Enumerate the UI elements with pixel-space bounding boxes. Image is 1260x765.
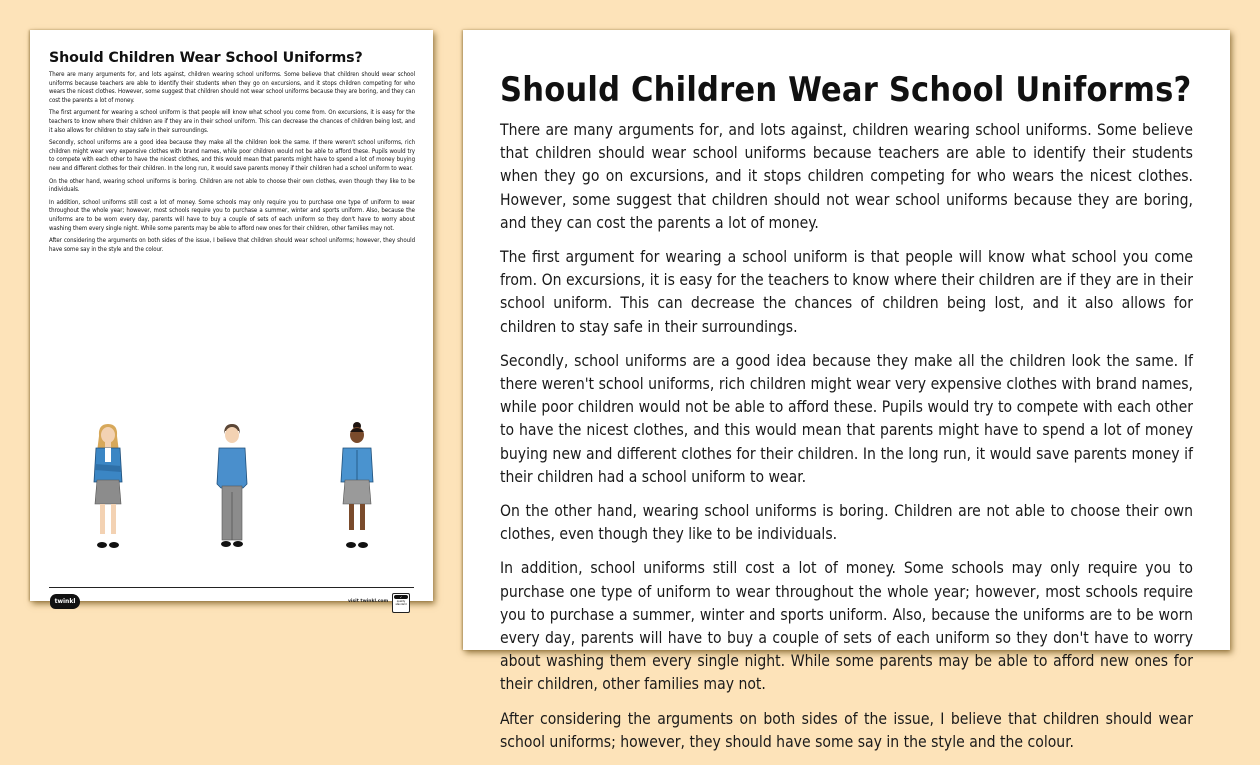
footer-divider [49,587,414,588]
paragraph-conclusion: After considering the arguments on both sides of the issue, I believe that children should wear school uniforms; however, they should have some say in the style and the colour. [500,709,1193,751]
girl-cardigan-illustration [337,422,377,552]
paragraph-argument-2: Secondly, school uniforms are a good idea because they make all the children look the same. If there weren't school uniforms, rich children might wear very expensive clothes with brand names, while poor children would not be able to afford these. Pupils would try to compete with each other to have the nicest clothes, and this would mean that parents might have to spend a lot of money buying new and different clothes for their children. In the long run, it would save parents money if their children had a school uniform to wear. [500,351,1193,486]
thumbnail-paragraph: The first argument for wearing a school uniform is that people will know what school you come from. On excursions, it is easy for the teachers to know where their children are if they are in their school uniform. This can decrease the chances of children being lost, and it also allows for children to stay safe in their surroundings. [49,109,415,134]
badge-text: quality standard [395,600,407,606]
sweater [217,448,247,488]
paragraph-counter-2: In addition, school uniforms still cost a lot of money. Some schools may only require you to purchase one type of uniform to wear throughout the whole year; however, most schools require you to purchase a summer, winter and sports uniform. Also, because the uniforms are to be worn every day, parents will have to buy a couple of sets of each uniform so they don't have to worry about washing them every single night. While some parents may be able to afford new ones for their children, other families may not. [500,559,1193,694]
girl-uniform-illustration [88,422,128,552]
thumbnail-paragraph: There are many arguments for, and lots against, children wearing school uniforms. Some believe that children should wear school uniforms because teachers are able to identify their students when they go on excursions, and it stops children competing for who wears the nicest clothes. However, some suggest that children should not wear school uniforms because they are boring, and they can cost the parents a lot of money. [49,71,415,104]
worksheet-thumbnail [30,30,433,606]
paragraph-counter-1: On the other hand, wearing school uniforms is boring. Children are not able to choose their own clothes, even though they like to be individuals. [500,502,1193,544]
paragraph-intro: There are many arguments for, and lots against, children wearing school uniforms. Some believe that children should wear school uniforms because teachers are able to identify their students when they go on excursions, and it stops children competing for who wears the nicest clothes. However, some suggest that children should not wear school uniforms because they are boring, and they can cost the parents a lot of money. [500,121,1193,232]
thumbnail-paragraph: In addition, school uniforms still cost a lot of money. Some schools may only require you to purchase one type of uniform to wear throughout the whole year; however, most schools require you to purchase a summer, winter and sports uniform. Also, because the uniforms are to be worn every day, parents will have to buy a couple of sets of each uniform so they don't have to worry about washing them every single night. While some parents may be able to afford new ones for their children, other families may not. [49,198,415,232]
skirt [343,480,371,504]
quality-badge-icon: ✓ quality standard [392,593,410,613]
twinkl-logo: twinkl [50,594,80,609]
page-content [500,70,1193,765]
thumbnail-content [49,50,415,258]
thumbnail-paragraph: On the other hand, wearing school uniforms is boring. Children are not able to choose their own clothes, even though they like to be individuals. [49,177,415,194]
illustrations [30,422,433,552]
face [101,427,115,443]
face [225,427,239,443]
boy-uniform-illustration [212,422,252,552]
paragraph-argument-1: The first argument for wearing a school uniform is that people will know what school you come from. On excursions, it is easy for the teachers to know where their children are if they are in their school uniform. This can decrease the chances of children being lost, and it also allows for children to stay safe in their surroundings. [500,248,1193,336]
thumbnail-title: Should Children Wear School Uniforms? [49,50,363,66]
thumbnail-paragraph: Secondly, school uniforms are a good idea because they make all the children look the same. If there weren't school uniforms, rich children might wear very expensive clothes with brand names, while poor children would not be able to afford these. Pupils would try to compete with each other to have the nicest clothes, and this would mean that parents might have to spend a lot of money buying new and different clothes for their children. In the long run, it would save parents money if their children had a school uniform to wear. [49,139,415,172]
visit-link: visit twinkl.com [348,599,389,604]
page-title: Should Children Wear School Uniforms? [500,70,1192,110]
worksheet-page-enlarged [463,30,1230,751]
thumbnail-paragraph: After considering the arguments on both sides of the issue, I believe that children should wear school uniforms; however, they should have some say in the style and the colour. [49,237,415,253]
skirt [95,480,121,504]
